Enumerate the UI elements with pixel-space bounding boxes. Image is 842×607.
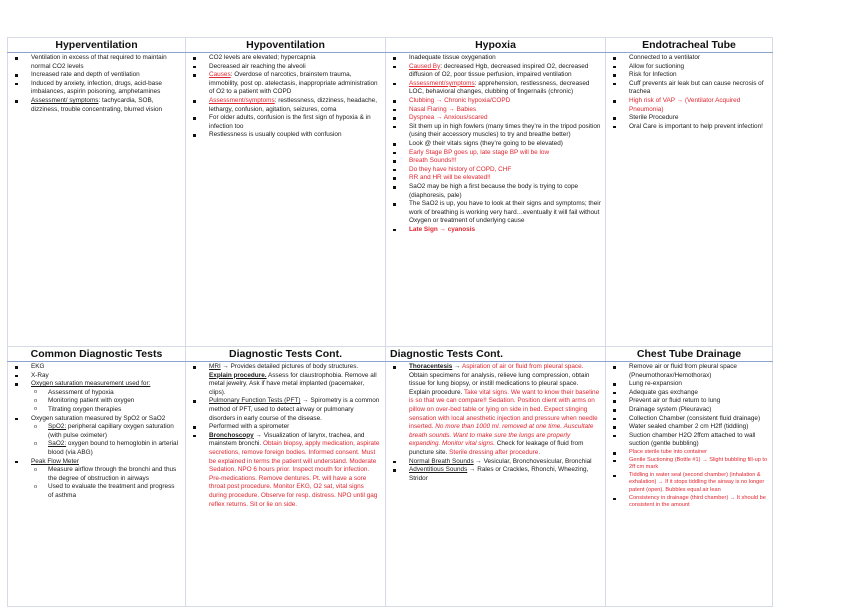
hypoxia-cell — [386, 53, 606, 347]
list-item: Nasal Flaring → Babies — [390, 106, 601, 115]
list-item: Performed with a spirometer — [190, 423, 381, 432]
list-item: Clubbing → Chronic hypoxia/COPD — [390, 97, 601, 106]
list-item: Lung re-expansion — [610, 380, 768, 389]
late-sign-item: Late Sign → cyanosis — [390, 226, 601, 235]
tests-cont2-list — [390, 363, 601, 483]
header-row-1 — [8, 38, 773, 53]
thora-red-2: Take vital signs. We want to know their baseline is so that we can compare!! Sedation. Position client with arms on pillow on over-bed table or lying on side in bed. Expect stinging sensation with local anesthetic injection and pressure when needle inserted. — [409, 388, 600, 431]
caused-by-text: : decreased Hgb, decreased inspired O2, decreased diffusion of O2, poor tissue perfusion, impaired ventilation — [409, 62, 589, 79]
adventitious-sounds-item — [390, 466, 601, 483]
list-item — [390, 63, 601, 80]
chest-tube-cell — [606, 362, 773, 607]
list-item: Consistency in drainage (third chamber) → It should be consistent in the amount — [610, 495, 768, 510]
hypoxia-heading: Hypoxia — [386, 38, 606, 53]
pft-label: Pulmonary Function Tests (PFT) — [209, 397, 301, 405]
sub-item: o Measure airflow through the bronchi and thus the degree of obstruction in airways — [31, 466, 181, 483]
list-item: Place sterile tube into container — [610, 449, 768, 457]
hypoxia-list — [390, 54, 601, 234]
spo2-label: SpO2: — [48, 423, 67, 431]
study-sheet — [7, 37, 772, 607]
list-item: X-Ray — [12, 372, 181, 381]
causes-label: Causes — [209, 71, 231, 79]
chest-tube-heading: Chest Tube Drainage — [606, 347, 773, 362]
assessment-label: Assessment/symptoms — [209, 96, 275, 104]
normal-sounds-label: Normal Breath Sounds — [409, 457, 474, 465]
list-item: Restlessness is usually coupled with confusion — [190, 131, 381, 140]
list-item: Early Stage BP goes up, late stage BP will be low — [390, 149, 601, 158]
list-item: Induced by anxiety, infection, drugs, acid-base imbalances, aspirin poisoning, amphetamines — [12, 80, 181, 97]
list-item: Look @ their vitals signs (they’re going to be elevated) — [390, 140, 601, 149]
thora-red-1: Aspiration of air or fluid from pleural space. — [461, 363, 584, 370]
sao2-text: oxygen bound to hemoglobin in arterial blood (via ABG) — [48, 440, 179, 456]
sub-item: o Monitoring patient with oxygen — [31, 397, 181, 406]
list-item: For older adults, confusion is the first sign of hypoxia & in infection too — [190, 114, 381, 131]
adventitious-label: Adventitious Sounds — [409, 466, 468, 474]
list-item: Remove air or fluid from pleural space (Pneumothorax/Hemothorax) — [610, 363, 768, 380]
causes-text: : Overdose of narcotics, brainstem trauma, immobility, post op. atelectasis, inappropriate administration of O2 to a patient with COPD — [209, 71, 378, 96]
content-row-2 — [8, 362, 773, 607]
list-item: Do they have history of COPD, CHF — [390, 166, 601, 175]
sub-item: o Assessment of hypoxia — [31, 389, 181, 398]
list-item — [12, 458, 181, 501]
bronchoscopy-text: → Visualization of larynx, trachea, and mainstem bronchi. — [209, 431, 365, 448]
tests-cont1-list — [190, 363, 381, 509]
list-item: EKG — [12, 363, 181, 372]
list-item — [190, 97, 381, 114]
peak-flow-sublist — [31, 466, 181, 500]
thora-text-2: Check for leakage of fluid from puncture site. — [409, 440, 584, 456]
sub-item — [31, 423, 181, 440]
assessment-text: : apprehension, restlessness, decreased LOC, behavioral changes, clubbing of fingernails (chronic) — [409, 79, 590, 96]
o2-saturation-label: Oxygen saturation measurement used for: — [31, 380, 151, 388]
endotracheal-cell — [606, 53, 773, 347]
peak-flow-label: Peak Flow Meter — [31, 457, 79, 465]
common-tests-cell — [8, 362, 186, 607]
mri-label: MRI — [209, 363, 221, 370]
thora-red-3: Sterile dressing after procedure. — [449, 448, 541, 456]
adventitious-text: → Rales or Crackles, Rhonchi, Wheezing, Stridor — [409, 466, 589, 482]
list-item: Allow for suctioning — [610, 63, 768, 72]
assessment-text: : restlessness, dizziness, headache, lethargy, confusion, agitation, seizures, coma — [209, 96, 378, 113]
caused-by-label: Caused By — [409, 62, 441, 70]
list-item: The SaO2 is up, you have to look at their signs and symptoms; their work of breathing is working very hard…eventually it will fail without Oxygen or treatment of underlying cause — [390, 200, 601, 226]
list-item — [390, 80, 601, 97]
list-item: Adequate gas exchange — [610, 389, 768, 398]
bronchoscopy-item — [190, 432, 381, 509]
header-row-2 — [8, 347, 773, 362]
hypoventilation-heading: Hypoventilation — [186, 38, 386, 53]
tests-cont1-heading: Diagnostic Tests Cont. — [186, 347, 386, 362]
normal-sounds-item — [390, 458, 601, 467]
tests-cont2-cell — [386, 362, 606, 607]
list-item: Prevent air or fluid return to lung — [610, 397, 768, 406]
sub-item: o Titrating oxygen therapies — [31, 406, 181, 415]
list-item — [12, 97, 181, 114]
list-item: Collection Chamber (consistent fluid drainage) — [610, 415, 768, 424]
list-item — [12, 380, 181, 414]
list-item: Gentle Suctioning (Bottle #1) → Slight bubbling fill-up to 2ff cm mark — [610, 457, 768, 472]
hypoventilation-list — [190, 54, 381, 140]
thora-text-1: Obtain specimens for analysis, relieve lung compression, obtain tissue for lung biopsy, or instill medications to pleural space. Explain procedure. — [409, 371, 590, 396]
tests-cont2-heading: Diagnostic Tests Cont. — [386, 347, 606, 362]
list-item: Sit them up in high fowlers (many times they’re in the tripod position (using their accessory muscles) to try and breathe better) — [390, 123, 601, 140]
endotracheal-heading: Endotracheal Tube — [606, 38, 773, 53]
common-tests-heading: Common Diagnostic Tests — [8, 347, 186, 362]
list-item: Cuff prevents air leak but can cause necrosis of trachea — [610, 80, 768, 97]
thoracentesis-label: Thoracentesis — [409, 363, 453, 370]
chest-tube-list — [610, 363, 768, 510]
mri-text-2: Assess for claustrophobia. Remove all metal jewelry. Ask if have metal implanted (pacemaker, clips). — [209, 371, 377, 396]
list-item: RR and HR will be elevated!! — [390, 174, 601, 183]
mri-item — [190, 363, 381, 397]
pft-text: → Spirometry is a common method of PFT, used to detect airway or pulmonary disorders in early course of the disease. — [209, 397, 380, 422]
list-item: Increased rate and depth of ventilation — [12, 71, 181, 80]
list-item: Ventilation in excess of that required to maintain normal CO2 levels — [12, 54, 181, 71]
list-item: Dyspnea → Anxious/scared — [390, 114, 601, 123]
assessment-text: : tachycardia, SOB, dizziness, trouble concentrating, blurred vision — [31, 96, 163, 113]
list-item: Suction chamber H2O 2ffcm attached to wall suction (gentle bubbling) — [610, 432, 768, 449]
hypoventilation-cell — [186, 53, 386, 347]
tests-cont1-cell — [186, 362, 386, 607]
o2-sublist — [31, 389, 181, 415]
bronchoscopy-notes: Obtain biopsy, apply medication, aspirate secretions, remove foreign bodies. Informed consent. Must be explained in terms the patient will understand. Moderate Sedation. NPO 6 hours prior. Inspect mouth for infection. Pre-medications. Remove dentures. Pt. will have a sore throat post procedure. Monitor EKG, O2 sat, vital signs during procedure. Observe for resp. distress. NPO until gag reflex returns. Sit or lie on side. — [209, 440, 380, 508]
common-tests-list — [12, 363, 181, 501]
thoracentesis-item — [390, 363, 601, 458]
list-item: Drainage system (Pleuravac) — [610, 406, 768, 415]
list-item: SaO2 may be high a first because the body is trying to cope (diaphoresis, pale) — [390, 183, 601, 200]
spo2-text: peripheral capillary oxygen saturation (with pulse oximeter) — [48, 423, 174, 439]
measure-sublist — [31, 423, 181, 457]
mri-explain: Explain procedure. — [209, 371, 267, 379]
assessment-label: Assessment/ symptoms — [31, 96, 99, 104]
arrow: → — [452, 363, 462, 370]
list-item: Sterile Procedure — [610, 114, 768, 123]
list-item: Risk for Infection — [610, 71, 768, 80]
list-item: Decreased air reaching the alveoli — [190, 63, 381, 72]
list-item: High risk of VAP → (Ventilator Acquired Pneumonia) — [610, 97, 768, 114]
sub-item — [31, 440, 181, 457]
mri-text: → Provides detailed pictures of body structures. — [220, 363, 359, 370]
bronchoscopy-label: Bronchoscopy — [209, 431, 254, 439]
endotracheal-list — [610, 54, 768, 131]
hyperventilation-cell — [8, 53, 186, 347]
list-item — [12, 415, 181, 458]
normal-sounds-text: → Vesicular, Bronchovesicular, Bronchial — [473, 457, 592, 465]
list-item: CO2 levels are elevated; hypercapnia — [190, 54, 381, 63]
list-item: Oral Care is important to help prevent infection! — [610, 123, 768, 132]
pft-item — [190, 397, 381, 423]
thora-red-italic: No more than 1000 ml. removed at one time. Auscultate breath sounds. Want to make sure the lungs are properly expanding. Monitor vital signs. — [409, 423, 594, 448]
list-item: Tiddling in water seal (second chamber) (inhalation & exhalation) → If it stops tiddling the airway is no longer patent (open). Bubbles equal air lean — [610, 472, 768, 495]
sao2-label: SaO2: — [48, 440, 67, 448]
notes-table — [7, 37, 773, 607]
hyperventilation-list — [12, 54, 181, 114]
content-row-1 — [8, 53, 773, 347]
measured-text: Oxygen saturation measured by SpO2 or SaO2 — [31, 414, 166, 422]
sub-item: o Used to evaluate the treatment and progress of asthma — [31, 483, 181, 500]
list-item: Breath Sounds!!! — [390, 157, 601, 166]
hyperventilation-heading: Hyperventilation — [8, 38, 186, 53]
list-item: Connected to a ventilator — [610, 54, 768, 63]
list-item — [190, 71, 381, 97]
assessment-label: Assessment/symptoms — [409, 79, 475, 87]
list-item: Inadequate tissue oxygenation — [390, 54, 601, 63]
list-item: Water sealed chamber 2 cm H2ff (tiddling) — [610, 423, 768, 432]
